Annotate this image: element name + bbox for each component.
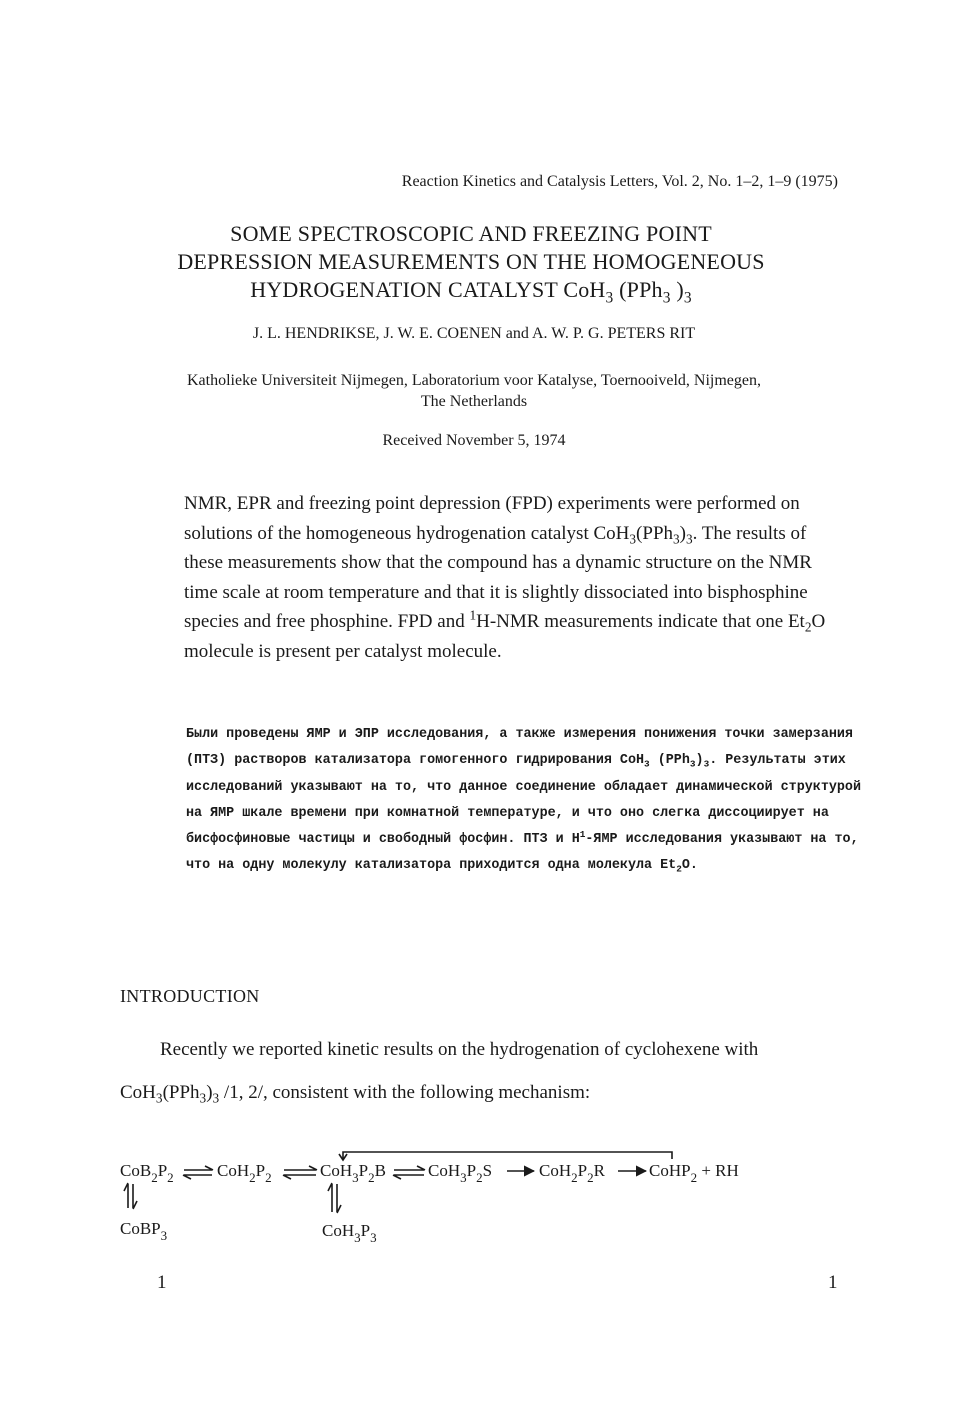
section-heading: INTRODUCTION [120,986,260,1006]
received-date: Received November 5, 1974 [382,432,566,449]
species-coh2p2: $CoH_2P_2$ [217,1161,272,1185]
species-coh3p3: $CoH_3P_3$ [322,1221,377,1245]
species-coh3p2b: $CoH_3P_2B$ [320,1161,386,1185]
affiliation-line-1: Katholieke Universiteit Nijmegen, Laboratorium voor Katalyse, Toernooiveld, Nijmegen, [187,372,761,389]
species-cobp3: CoBP$_3$ [120,1219,168,1243]
species-cob2p2: $CoB_2P_2$ [120,1161,174,1185]
title-line-3: HYDROGENATION CATALYST CoH$_3$ (PPh$_3$ )$_3$ [250,277,692,307]
affiliation-line-2: The Netherlands [420,393,528,410]
intro-paragraph: Recently we reported kinetic results on the hydrogenation of cyclohexene with $CoH_3(PPh_3)_3$ /1, 2/, consistent with the following mechanism: [120,1039,759,1106]
title-line-1: SOME SPECTROSCOPIC AND FREEZING POINT [230,221,712,246]
paper-title [0,220,942,307]
page-number-left: 1 [157,1272,167,1293]
vertical-equilibrium-arrow [124,1183,137,1209]
affiliation [0,370,948,412]
species-cohp2-rh: CoHP$_2$ + RH [649,1161,739,1185]
abstract-russian: Были проведены ЯМР и ЭПР исследования, а также измерения понижения точки замерзания (ПТЗ) растворов катализатора гомогенного гидрирования CoH$_3$ $(PPh_3)_3$. Результаты этих исследований указывают на то, что данное соединение обладает динамической структурой на ЯМР шкале времени при комнатной температуре, и что оно слегка диссоциирует на бисфосфиновые частицы и свободный фосфин. ПТЗ и $H^1$-ЯМР исследования указывают на то, что на одну молекулу катализатора приходится одна молекула $Et_2O$. [186,727,861,875]
species-coh3p2s: $CoH_3P_2S$ [428,1161,493,1185]
abstract-english: NMR, EPR and freezing point depression (FPD) experiments were performed on solutions of the homogeneous hydrogenation catalyst $CoH_3(PPh_3)_3$. The results of these measurements show that the compound has a dynamic structure on the NMR time scale at room temperature and that it is slightly dissociated into bisphosphine species and free phosphine. FPD and $^1$H-NMR measurements indicate that one $Et_2O$ molecule is present per catalyst molecule. [184,493,826,662]
page-number-right: 1 [828,1272,838,1293]
title-line-2: DEPRESSION MEASUREMENTS ON THE HOMOGENEOUS [177,249,765,274]
species-coh2p2r: $CoH_2P_2R$ [539,1161,605,1185]
recycle-bracket [343,1152,672,1159]
equilibrium-arrow [393,1166,425,1179]
reaction-scheme [0,1140,976,1250]
journal-citation: Reaction Kinetics and Catalysis Letters, Vol. 2, No. 1–2, 1–9 (1975) [401,173,838,190]
equilibrium-arrow [283,1166,317,1179]
authors: J. L. HENDRIKSE, J. W. E. COENEN and A. W. P. G. PETERS RIT [252,325,696,342]
vertical-equilibrium-arrow [328,1183,341,1213]
equilibrium-arrow [183,1166,213,1179]
